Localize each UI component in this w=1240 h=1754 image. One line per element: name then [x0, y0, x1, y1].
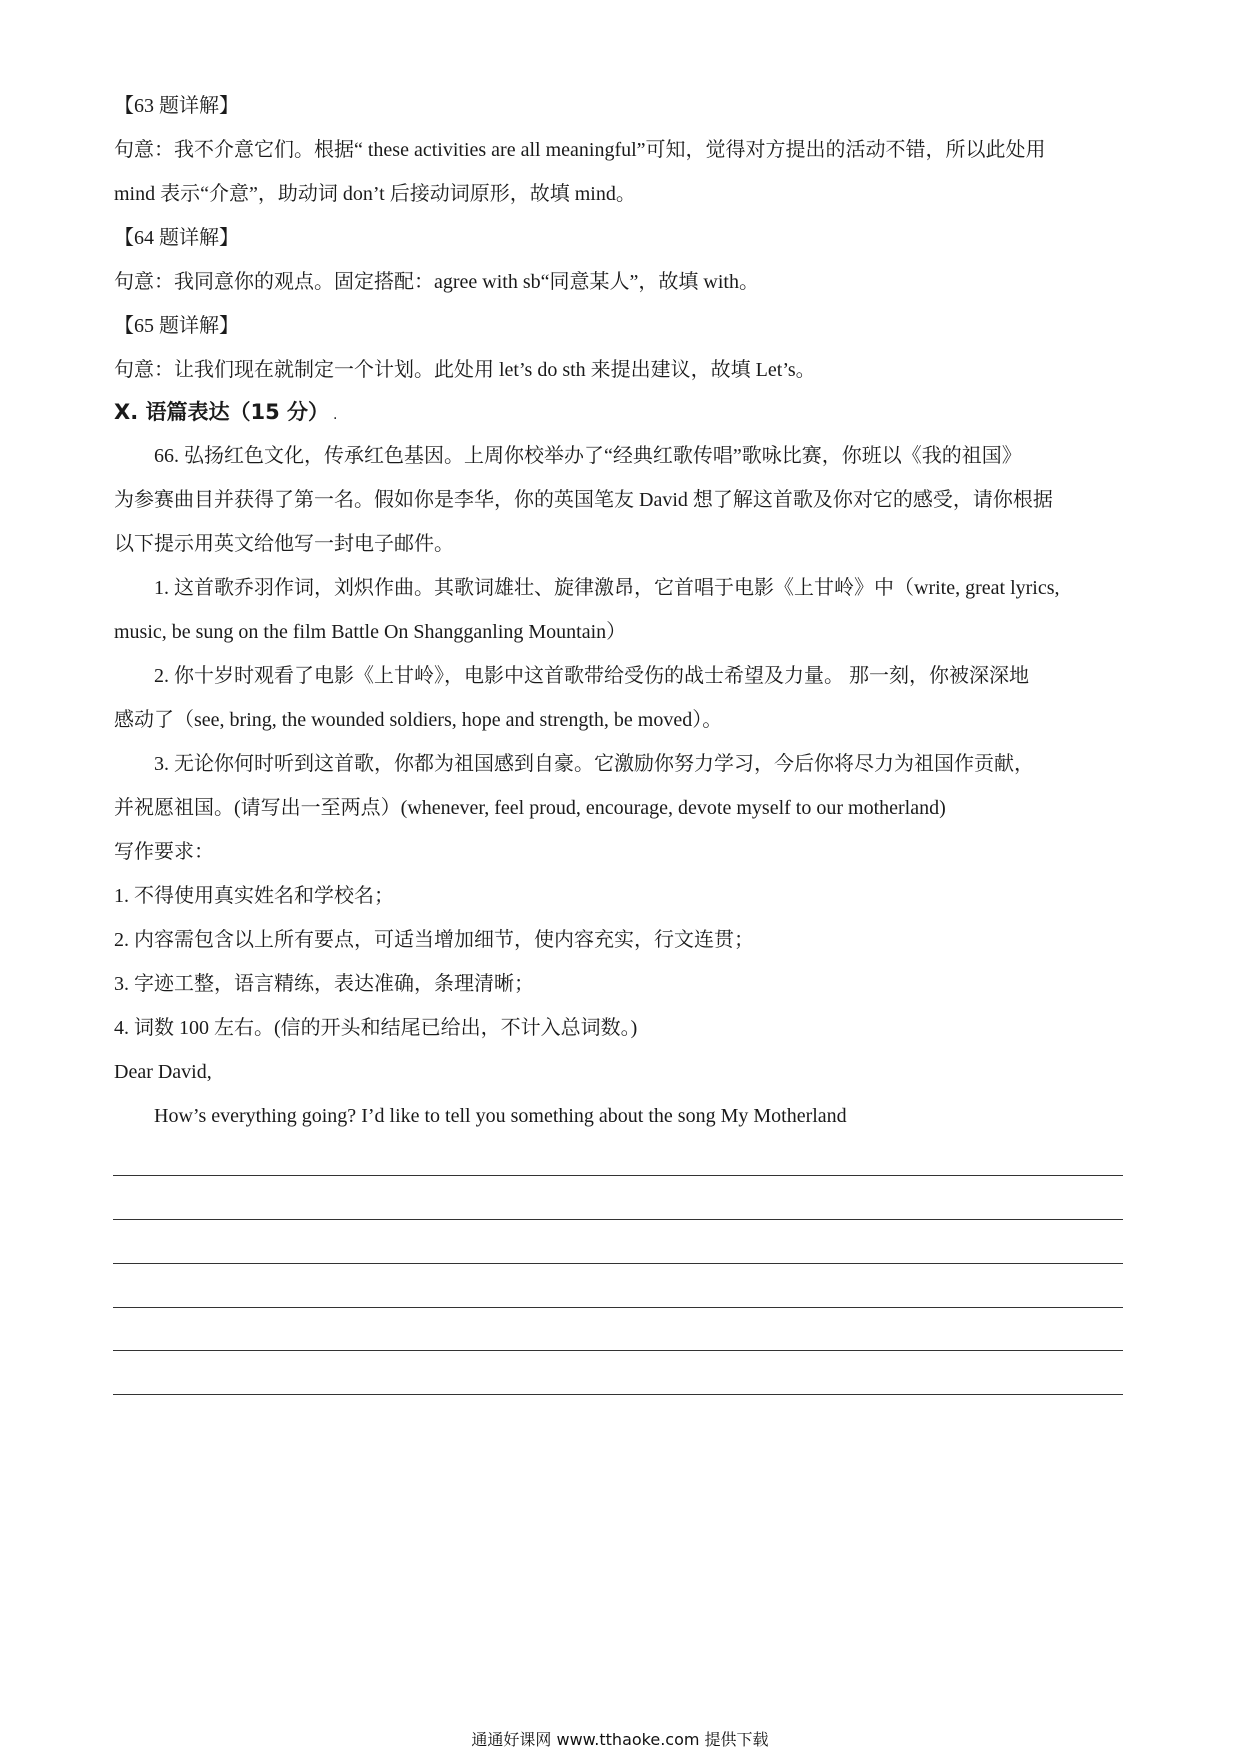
- explanation-65-line-1: 句意：让我们现在就制定一个计划。此处用 let’s do sth 来提出建议，故填 Let’s。: [114, 359, 816, 381]
- requirement-1: 1. 不得使用真实姓名和学校名；: [114, 885, 394, 907]
- requirement-3: 3. 字迹工整，语言精练，表达准确，条理清晰；: [114, 973, 534, 995]
- writing-line[interactable]: [113, 1350, 1123, 1351]
- explanation-63-heading: 【63 题详解】: [114, 95, 239, 117]
- writing-line[interactable]: [113, 1175, 1123, 1176]
- task-intro-line-1: 66. 弘扬红色文化，传承红色基因。上周你校举办了“经典红歌传唱”歌咏比赛，你班以《我的祖国》: [154, 445, 1022, 467]
- writing-line[interactable]: [113, 1219, 1123, 1220]
- task-point-3-line-2: 并祝愿祖国。(请写出一至两点）(whenever, feel proud, encourage, devote myself to our motherland): [114, 797, 946, 819]
- task-point-1-line-1: 1. 这首歌乔羽作词，刘炽作曲。其歌词雄壮、旋律激昂，它首唱于电影《上甘岭》中（write, great lyrics,: [154, 577, 1060, 599]
- task-point-3-line-1: 3. 无论你何时听到这首歌，你都为祖国感到自豪。它激励你努力学习，今后你将尽力为祖国作贡献，: [154, 753, 1034, 775]
- explanation-65-heading: 【65 题详解】: [114, 315, 239, 337]
- requirement-2: 2. 内容需包含以上所有要点，可适当增加细节，使内容充实，行文连贯；: [114, 929, 754, 951]
- task-intro-line-2: 为参赛曲目并获得了第一名。假如你是李华，你的英国笔友 David 想了解这首歌及你对它的感受，请你根据: [114, 489, 1053, 511]
- writing-line[interactable]: [113, 1394, 1123, 1395]
- explanation-64-line-1: 句意：我同意你的观点。固定搭配：agree with sb“同意某人”，故填 with。: [114, 271, 759, 293]
- task-intro-line-3: 以下提示用英文给他写一封电子邮件。: [114, 533, 454, 555]
- explanation-64-heading: 【64 题详解】: [114, 227, 239, 249]
- task-point-2-line-2: 感动了（see, bring, the wounded soldiers, hope and strength, be moved）。: [114, 709, 723, 731]
- letter-salutation: Dear David,: [114, 1061, 212, 1083]
- letter-opening: How’s everything going? I’d like to tell you something about the song My Motherland: [154, 1105, 847, 1127]
- writing-line[interactable]: [113, 1307, 1123, 1308]
- section-title: [114, 398, 337, 429]
- section-title-text: X. 语篇表达（15 分）: [114, 400, 330, 424]
- explanation-63-line-1: 句意：我不介意它们。根据“ these activities are all meaningful”可知，觉得对方提出的活动不错，所以此处用: [114, 139, 1046, 161]
- writing-line[interactable]: [113, 1263, 1123, 1264]
- explanation-63-line-2: mind 表示“介意”，助动词 don’t 后接动词原形，故填 mind。: [114, 183, 636, 205]
- task-point-2-line-1: 2. 你十岁时观看了电影《上甘岭》，电影中这首歌带给受伤的战士希望及力量。 那一刻，你被深深地: [154, 665, 1029, 687]
- requirement-4: 4. 词数 100 左右。(信的开头和结尾已给出，不计入总词数。): [114, 1017, 638, 1039]
- requirements-title: 写作要求：: [114, 841, 214, 863]
- task-point-1-line-2: music, be sung on the film Battle On Shangganling Mountain）: [114, 621, 627, 643]
- page-footer: 通通好课网 www.tthaoke.com 提供下载: [471, 1730, 769, 1749]
- section-title-mark: .: [333, 407, 338, 423]
